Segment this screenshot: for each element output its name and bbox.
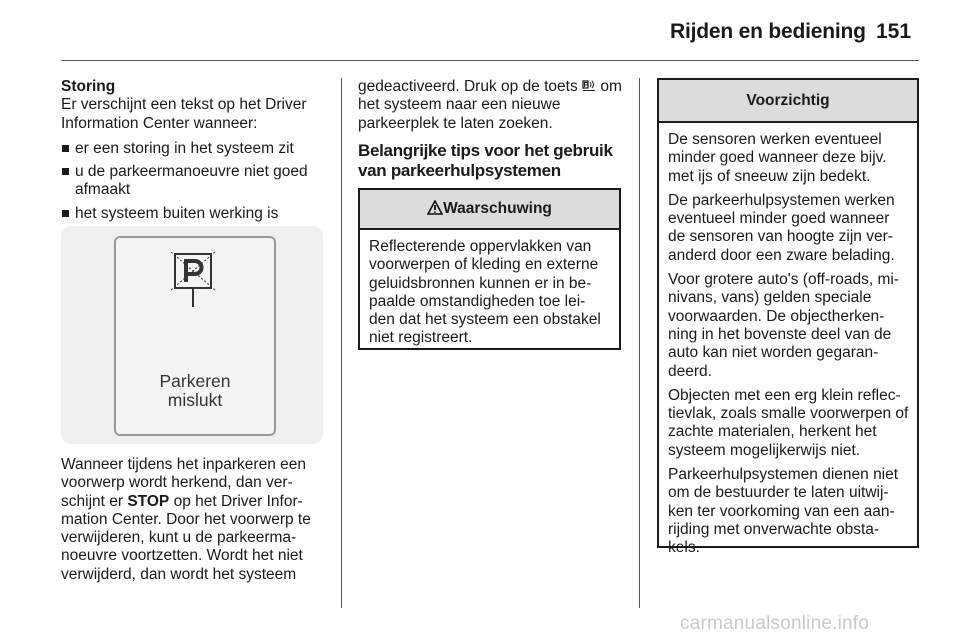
column-divider-1: [341, 78, 342, 608]
warning-header: [360, 190, 619, 230]
bullet-list: [61, 140, 329, 223]
display-message-line2: mislukt: [167, 390, 223, 410]
caution-title: Voorzichtig: [659, 80, 917, 123]
body-paragraph: Wanneer tijdens het inparkeren een voorwerp wordt herkend, dan ver-schijnt er STOP op het Driver Infor-mation Center. Door het voorwerp te verwijderen, kunt u de parkeerma-noeuvre voortzetten. Wordt het niet verwijderd, dan wordt het systeem: [61, 456, 311, 583]
section-heading: Storing: [61, 78, 116, 95]
subheading: Belangrijke tips voor het gebruik van parkeerhulpsystemen: [358, 140, 613, 180]
bullet-icon: [62, 168, 69, 175]
parking-sign-icon: [169, 252, 217, 310]
continuation-text: gedeactiveerd. Druk op de toets om het systeem naar een nieuwe parkeerplek te laten zoeken.: [358, 78, 622, 132]
caution-body: [659, 123, 917, 558]
caution-paragraph: Objecten met een erg klein reflec-tievlak, zoals smalle voorwerpen of zachte materialen, herkent het systeem mogelijkerwijs niet.: [668, 386, 909, 459]
caution-paragraph: De sensoren werken eventueel minder goed wanneer deze bijv. met ijs of sneeuw zijn bedekt.: [668, 131, 887, 185]
caution-paragraph: Voor grotere auto's (off-roads, mi-nivans, vans) gelden speciale voorwaarden. De objectherken-ning in het bovenste deel van de auto kan niet worden gegaran-deerd.: [668, 271, 899, 380]
header-divider: [61, 60, 919, 61]
caution-box: [657, 78, 919, 557]
header-title: Rijden en bediening: [670, 20, 866, 43]
warning-title: Waarschuwing: [443, 200, 552, 217]
warning-text: Reflecterende oppervlakken van voorwerpen of kleding en externe geluidsbronnen kunnen er in be-paalde omstandigheden toe lei-den dat het systeem een obstakel niet registreert.: [369, 238, 601, 347]
caution-paragraph: Parkeerhulpsystemen dienen niet om de bestuurder te laten uitwij-ken ter voorkoming van een aan-rijding met onverwachte obsta-kels.: [668, 466, 899, 557]
intro-text: Er verschijnt een tekst op het Driver Information Center wanneer:: [61, 96, 307, 132]
display-illustration: [61, 226, 323, 444]
caution-paragraph: De parkeerhulpsystemen werken eventueel minder goed wanneer de sensoren van hoogte zijn ver-anderd door een zware belading.: [668, 191, 895, 264]
list-item: er een storing in het systeem zit: [61, 140, 329, 158]
page-number: 151: [876, 20, 912, 43]
watermark: carmanualsonline.info: [680, 613, 870, 634]
column-1: [61, 78, 329, 228]
bullet-icon: [62, 145, 69, 152]
display-message-line1: Parkeren: [159, 371, 231, 391]
column-divider-2: [639, 78, 640, 608]
list-item: het systeem buiten werking is: [61, 205, 329, 223]
warning-box: [358, 188, 621, 350]
bullet-icon: [62, 210, 69, 217]
list-item: u de parkeermanoeuvre niet goed afmaakt: [61, 163, 329, 200]
info-display-screen: [114, 236, 276, 436]
parking-sensor-icon: [582, 79, 596, 92]
warning-triangle-icon: [427, 200, 443, 215]
column-2: [358, 78, 623, 181]
stop-label: STOP: [127, 492, 170, 510]
